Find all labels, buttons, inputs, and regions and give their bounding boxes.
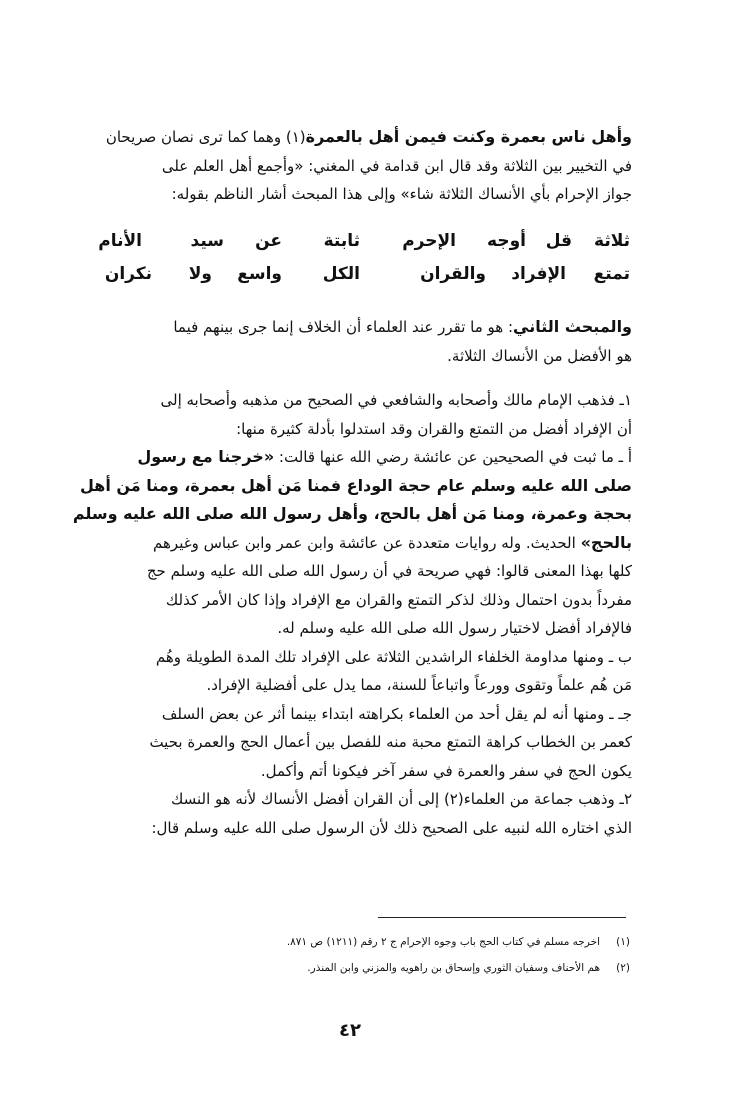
intro-paragraph: [64, 123, 632, 209]
verse-word: الإحرم: [402, 231, 456, 251]
verse-word: واسع: [237, 264, 282, 284]
bold-phrase: وأهل ناس بعمرة وكنت فيمن أهل بالعمرة: [305, 127, 632, 146]
text-line: [64, 529, 632, 558]
footnote-text: هم الأحناف وسفيان الثوري وإسحاق بن راهويه والمزني وابن المنذر.: [307, 962, 600, 974]
text-line: [64, 614, 632, 643]
text-line: [64, 643, 632, 672]
line-text: الذي اختاره الله لنبيه على الصحيح ذلك لأن الرسول صلى الله عليه وسلم قال:: [151, 818, 632, 837]
verse-word: ثابتة: [323, 231, 360, 251]
mabhath-paragraph: [64, 313, 632, 370]
line-text: هو الأفضل من الأنساك الثلاثة.: [447, 346, 632, 365]
footnote-text: اخرجه مسلم في كتاب الحج باب وجوه الإحرام ج ٢ رقم (١٢١١) ص ٨٧١.: [286, 936, 600, 948]
line-text: أ ـ ما ثبت في الصحيحين عن عائشة رضي الله عنها قالت:: [274, 448, 632, 466]
line-text: جواز الإحرام بأي الأنساك الثلاثة شاء» وإلى هذا المبحث أشار الناظم بقوله:: [171, 185, 632, 203]
text-line: [64, 123, 632, 152]
text-line: [64, 313, 632, 342]
line-text: ٢ـ وذهب جماعة من العلماء(٢) إلى أن القران أفضل الأنساك لأنه هو النسك: [170, 790, 632, 808]
verse-word: الإفراد: [511, 264, 566, 284]
verse-word: تمتع: [593, 264, 630, 284]
line-text: ب ـ ومنها مداومة الخلفاء الراشدين الثلاثة على الإفراد تلك المدة الطويلة وهُم: [155, 647, 632, 666]
bold-phrase: صلى الله عليه وسلم عام حجة الوداع فمنا مَن أهل بعمرة، ومنا مَن أهل: [79, 475, 632, 495]
text-line: [64, 586, 632, 615]
section-1-body: [64, 386, 632, 842]
verse-word: سيد: [190, 231, 224, 251]
line-text: في التخيير بين الثلاثة وقد قال ابن قدامة في المغني: «وأجمع أهل العلم على: [161, 156, 632, 175]
text-line: [64, 500, 632, 529]
page-number: ٤٢: [339, 1020, 361, 1041]
text-line: [64, 728, 632, 757]
text-line: [64, 785, 632, 814]
text-line: [64, 180, 632, 209]
verse-word: ثلاثة: [594, 231, 630, 251]
footnote-number: (٢): [616, 962, 630, 974]
text-line: [64, 557, 632, 586]
text-line: [64, 671, 632, 700]
line-text: مَن هُم علماً وتقوى وورعاً واتباعاً للسنة، مما يدل على أفضلية الإفراد.: [206, 676, 632, 694]
line-text: مفرداً بدون احتمال وذلك لذكر التمتع والقران مع الإفراد وإذا كان الأمر كذلك: [165, 590, 632, 609]
footnote-number: (١): [616, 936, 630, 948]
line-text: الحديث. وله روايات متعددة عن عائشة وابن عمر وابن عباس وغيرهم: [153, 533, 581, 552]
line-text: كعمر بن الخطاب كراهة التمتع محبة منه للفصل بين أعمال الحج والعمرة بحيث: [149, 733, 632, 751]
bold-phrase: بالحج»: [580, 532, 632, 552]
text-line: [64, 700, 632, 729]
verse-word: ولا: [188, 264, 212, 284]
line-text: كلها بهذا المعنى قالوا: فهي صريحة في أن رسول الله صلى الله عليه وسلم حج: [146, 562, 632, 580]
verse-word: الأنام: [98, 231, 142, 251]
verse-word: والقران: [420, 264, 486, 284]
verse-row-1: [60, 228, 630, 259]
text-line: [64, 415, 632, 444]
footnote-separator: [378, 917, 626, 918]
line-text: ١ـ فذهب الإمام مالك وأصحابه والشافعي في الصحيح من مذهبه وأصحابه إلى: [160, 391, 632, 409]
bold-phrase: والمبحث الثاني: [513, 317, 632, 336]
text-line: [64, 342, 632, 371]
verse-word: أوجه: [487, 231, 526, 251]
line-text: جـ ـ ومنها أنه لم يقل أحد من العلماء بكراهته ابتداء بينما أثر عن بعض السلف: [161, 704, 632, 723]
verse-word: الكل: [322, 264, 360, 284]
text-line: [64, 386, 632, 415]
line-text: فالإفراد أفضل لاختيار رسول الله صلى الله عليه وسلم له.: [277, 619, 632, 637]
line-text: : هو ما تقرر عند العلماء أن الخلاف إنما جرى بينهم فيما: [173, 318, 514, 336]
text-line: [64, 472, 632, 501]
verse-word: عن: [255, 231, 282, 251]
text-line: [64, 757, 632, 786]
verse-word: قل: [545, 231, 572, 251]
text-line: [64, 814, 632, 843]
text-line: [64, 152, 632, 181]
bold-phrase: بحجة وعمرة، ومنا مَن أهل بالحج، وأهل رسول الله صلى الله عليه وسلم: [72, 504, 632, 523]
verse-row-2: [60, 261, 630, 292]
verse-word: نكران: [104, 264, 152, 284]
line-text: أن الإفراد أفضل من التمتع والقران وقد استدلوا بأدلة كثيرة منها:: [236, 419, 632, 438]
line-text: يكون الحج في سفر والعمرة في سفر آخر فيكونا أتم وأكمل.: [260, 761, 632, 780]
bold-phrase: «خرجنا مع رسول: [137, 447, 275, 466]
text-line: [64, 443, 632, 472]
line-text: (١) وهما كما ترى نصان صريحان: [105, 128, 306, 146]
